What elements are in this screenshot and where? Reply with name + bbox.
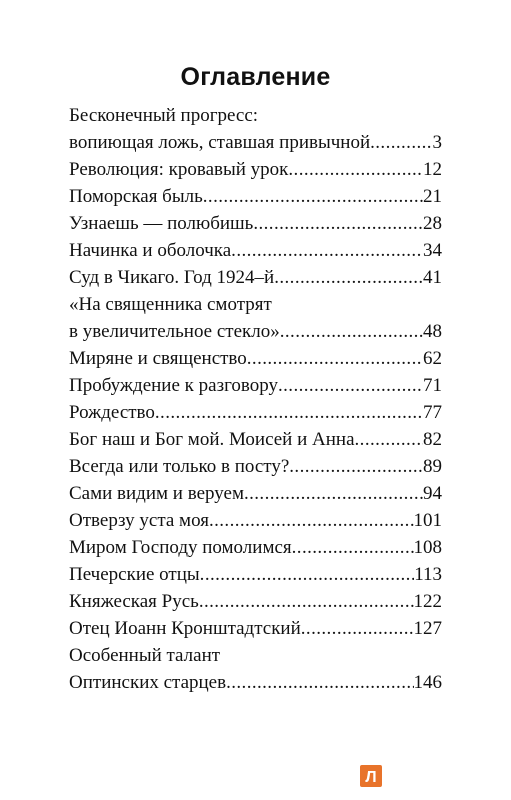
toc-entry-line xyxy=(69,318,442,345)
toc-page-number: 146 xyxy=(413,672,442,693)
toc-entry[interactable] xyxy=(69,561,442,588)
page-title: Оглавление xyxy=(180,63,331,91)
toc-entry-line xyxy=(69,669,442,696)
toc-entry-line xyxy=(69,399,442,426)
toc-entry[interactable] xyxy=(69,399,442,426)
toc-entry-title: в увеличительное стекло» xyxy=(69,321,280,342)
toc-entry[interactable] xyxy=(69,642,442,696)
toc-entry-line xyxy=(69,480,442,507)
toc-entry[interactable] xyxy=(69,453,442,480)
toc-entry-line xyxy=(69,426,442,453)
toc-page-number: 21 xyxy=(423,186,442,207)
toc-entry-line xyxy=(69,210,442,237)
leader-dots xyxy=(231,237,423,264)
toc-entry[interactable] xyxy=(69,183,442,210)
leader-dots xyxy=(280,318,423,345)
table-of-contents xyxy=(69,102,442,696)
logo-letter: Л xyxy=(365,769,377,786)
toc-entry[interactable] xyxy=(69,345,442,372)
toc-entry-title: Суд в Чикаго. Год 1924–й xyxy=(69,267,275,288)
toc-entry[interactable] xyxy=(69,291,442,345)
leader-dots xyxy=(200,561,415,588)
toc-entry-line xyxy=(69,615,442,642)
toc-entry-line xyxy=(69,291,442,318)
toc-entry[interactable] xyxy=(69,534,442,561)
toc-entry[interactable] xyxy=(69,264,442,291)
toc-page-number: 48 xyxy=(423,321,442,342)
leader-dots xyxy=(301,615,414,642)
toc-entry-title: «На священника смотрят xyxy=(69,294,272,315)
toc-entry-line xyxy=(69,372,442,399)
toc-entry[interactable] xyxy=(69,588,442,615)
leader-dots xyxy=(247,345,423,372)
toc-entry-line xyxy=(69,507,442,534)
toc-entry-title: Отверзу уста моя xyxy=(69,510,209,531)
toc-page-number: 82 xyxy=(423,429,442,450)
toc-entry-title: Миряне и священство xyxy=(69,348,247,369)
toc-entry-title: Оптинских старцев xyxy=(69,672,227,693)
toc-entry-line xyxy=(69,156,442,183)
toc-entry-title: Поморская быль xyxy=(69,186,203,207)
toc-page-number: 127 xyxy=(413,618,442,639)
toc-entry-title: Начинка и оболочка xyxy=(69,240,232,261)
toc-entry[interactable] xyxy=(69,102,442,156)
toc-entry[interactable] xyxy=(69,210,442,237)
toc-entry-line xyxy=(69,183,442,210)
toc-entry-title: вопиющая ложь, ставшая привычной xyxy=(69,132,371,153)
toc-entry-title: Рождество xyxy=(69,402,155,423)
leader-dots xyxy=(199,588,414,615)
toc-entry-line xyxy=(69,237,442,264)
leader-dots xyxy=(226,669,413,696)
leader-dots xyxy=(274,264,423,291)
toc-entry-title: Революция: кровавый урок xyxy=(69,159,289,180)
toc-page-number: 34 xyxy=(423,240,442,261)
publisher-logo-icon xyxy=(360,765,382,787)
leader-dots xyxy=(244,480,423,507)
toc-entry[interactable] xyxy=(69,480,442,507)
toc-entry-title: Княжеская Русь xyxy=(69,591,199,612)
toc-entry-line xyxy=(69,102,442,129)
toc-entry-title: Печерские отцы xyxy=(69,564,200,585)
toc-entry-line xyxy=(69,642,442,669)
leader-dots xyxy=(288,156,423,183)
leader-dots xyxy=(155,399,423,426)
leader-dots xyxy=(253,210,423,237)
toc-entry-title: Бесконечный прогресс: xyxy=(69,105,259,126)
leader-dots xyxy=(209,507,414,534)
toc-entry-line xyxy=(69,588,442,615)
leader-dots xyxy=(370,129,432,156)
toc-entry-title: Особенный талант xyxy=(69,645,221,666)
toc-entry[interactable] xyxy=(69,372,442,399)
toc-entry-title: Миром Господу помолимся xyxy=(69,537,292,558)
toc-entry-line xyxy=(69,453,442,480)
toc-page-number: 71 xyxy=(423,375,442,396)
toc-entry[interactable] xyxy=(69,615,442,642)
toc-page-number: 62 xyxy=(423,348,442,369)
leader-dots xyxy=(292,534,414,561)
toc-entry-title: Пробуждение к разговору xyxy=(69,375,278,396)
toc-entry-title: Бог наш и Бог мой. Моисей и Анна xyxy=(69,429,355,450)
leader-dots xyxy=(355,426,423,453)
toc-entry[interactable] xyxy=(69,426,442,453)
toc-page-number: 101 xyxy=(413,510,442,531)
toc-page-number: 108 xyxy=(413,537,442,558)
toc-page-number: 3 xyxy=(432,132,442,153)
toc-entry[interactable] xyxy=(69,237,442,264)
toc-entry-title: Сами видим и веруем xyxy=(69,483,244,504)
toc-page-number: 94 xyxy=(423,483,442,504)
toc-entry-line xyxy=(69,345,442,372)
leader-dots xyxy=(203,183,423,210)
toc-entry-line xyxy=(69,129,442,156)
toc-entry-line xyxy=(69,561,442,588)
leader-dots xyxy=(278,372,423,399)
leader-dots xyxy=(289,453,423,480)
toc-page-number: 77 xyxy=(423,402,442,423)
toc-page-number: 122 xyxy=(413,591,442,612)
toc-entry-title: Всегда или только в посту? xyxy=(69,456,290,477)
toc-page-number: 12 xyxy=(423,159,442,180)
toc-entry[interactable] xyxy=(69,507,442,534)
toc-page-number: 89 xyxy=(423,456,442,477)
toc-entry[interactable] xyxy=(69,156,442,183)
toc-entry-line xyxy=(69,534,442,561)
toc-page-number: 41 xyxy=(423,267,442,288)
toc-entry-line xyxy=(69,264,442,291)
toc-page-number: 28 xyxy=(423,213,442,234)
toc-entry-title: Отец Иоанн Кронштадтский xyxy=(69,618,301,639)
toc-entry-title: Узнаешь — полюбишь xyxy=(69,213,254,234)
toc-page-number: 113 xyxy=(414,564,442,585)
